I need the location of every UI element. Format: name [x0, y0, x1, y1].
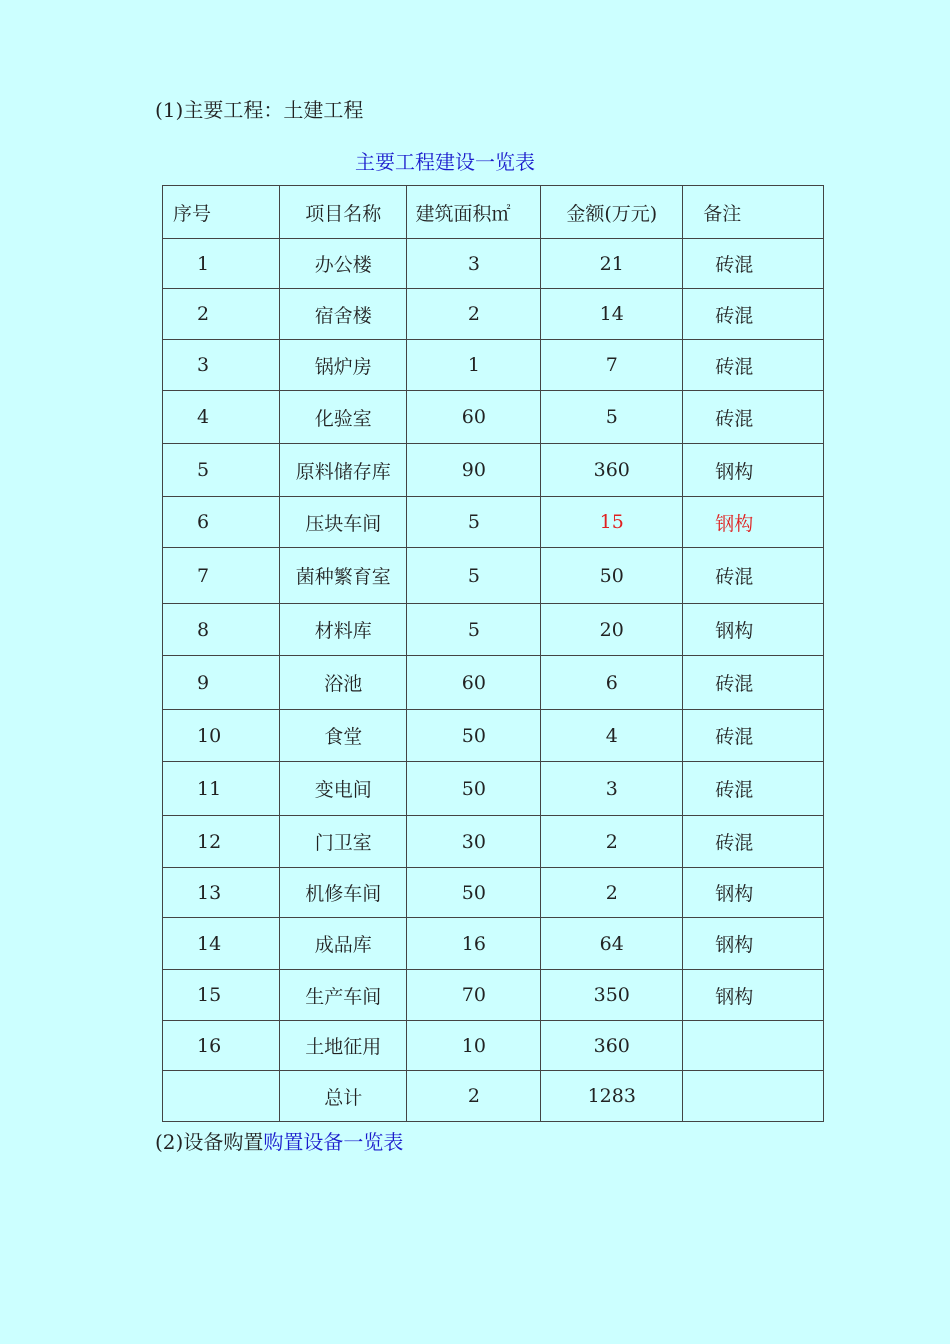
cell-area: 30 — [407, 816, 541, 868]
table-row — [163, 548, 824, 604]
table-row — [163, 868, 824, 918]
cell-name: 成品库 — [280, 918, 407, 970]
cell-remark: 砖混 — [683, 391, 824, 444]
cell-area: 50 — [407, 762, 541, 816]
table-total-row — [163, 1071, 824, 1122]
cell-amount: 15 — [541, 497, 683, 548]
cell-name: 门卫室 — [280, 816, 407, 868]
cell-index: 15 — [163, 970, 280, 1021]
table-row — [163, 762, 824, 816]
cell-name: 化验室 — [280, 391, 407, 444]
cell-area: 60 — [407, 391, 541, 444]
section-2-heading — [155, 1126, 403, 1155]
cell-area: 60 — [407, 656, 541, 710]
cell-remark: 钢构 — [683, 868, 824, 918]
table-row — [163, 239, 824, 289]
cell-name: 办公楼 — [280, 239, 407, 289]
total-amount: 1283 — [541, 1071, 683, 1122]
cell-remark: 钢构 — [683, 604, 824, 656]
cell-area: 50 — [407, 710, 541, 762]
table-row — [163, 497, 824, 548]
cell-name: 压块车间 — [280, 497, 407, 548]
cell-index: 7 — [163, 548, 280, 604]
cell-area: 1 — [407, 340, 541, 391]
cell-remark: 砖混 — [683, 762, 824, 816]
cell-remark: 钢构 — [683, 444, 824, 497]
cell-index: 6 — [163, 497, 280, 548]
table-row — [163, 918, 824, 970]
table-header-row — [163, 186, 824, 239]
cell-index: 2 — [163, 289, 280, 340]
cell-area: 90 — [407, 444, 541, 497]
cell-area: 5 — [407, 497, 541, 548]
cell-index: 4 — [163, 391, 280, 444]
table-row — [163, 604, 824, 656]
cell-area: 5 — [407, 604, 541, 656]
table-row — [163, 1021, 824, 1071]
cell-index: 16 — [163, 1021, 280, 1071]
cell-index — [163, 1071, 280, 1122]
header-cell-remark: 备注 — [683, 186, 824, 239]
cell-name: 机修车间 — [280, 868, 407, 918]
cell-amount: 21 — [541, 239, 683, 289]
cell-index: 5 — [163, 444, 280, 497]
cell-remark: 砖混 — [683, 548, 824, 604]
cell-name: 浴池 — [280, 656, 407, 710]
cell-remark — [683, 1071, 824, 1122]
table-row — [163, 970, 824, 1021]
cell-index: 12 — [163, 816, 280, 868]
table-row — [163, 391, 824, 444]
cell-index: 13 — [163, 868, 280, 918]
cell-area: 5 — [407, 548, 541, 604]
section-1-heading: (1)主要工程：土建工程 — [155, 98, 364, 122]
cell-name: 食堂 — [280, 710, 407, 762]
header-cell-area: 建筑面积㎡ — [407, 186, 541, 239]
cell-area: 3 — [407, 239, 541, 289]
header-cell-index: 序号 — [163, 186, 280, 239]
cell-name: 锅炉房 — [280, 340, 407, 391]
table-row — [163, 710, 824, 762]
table-title: 主要工程建设一览表 — [355, 150, 535, 174]
cell-index: 11 — [163, 762, 280, 816]
header-cell-name: 项目名称 — [280, 186, 407, 239]
cell-area: 70 — [407, 970, 541, 1021]
cell-remark: 砖混 — [683, 289, 824, 340]
cell-remark: 钢构 — [683, 970, 824, 1021]
cell-name: 宿舍楼 — [280, 289, 407, 340]
table-row — [163, 816, 824, 868]
cell-index: 14 — [163, 918, 280, 970]
cell-amount: 360 — [541, 444, 683, 497]
cell-area: 16 — [407, 918, 541, 970]
cell-index: 9 — [163, 656, 280, 710]
cell-remark: 砖混 — [683, 656, 824, 710]
cell-name: 生产车间 — [280, 970, 407, 1021]
cell-amount: 4 — [541, 710, 683, 762]
cell-area: 10 — [407, 1021, 541, 1071]
cell-remark: 钢构 — [683, 918, 824, 970]
equipment-list-link[interactable]: 购置设备一览表 — [263, 1130, 404, 1154]
cell-amount: 2 — [541, 868, 683, 918]
cell-index: 3 — [163, 340, 280, 391]
cell-amount: 20 — [541, 604, 683, 656]
table-row — [163, 289, 824, 340]
cell-name: 菌种繁育室 — [280, 548, 407, 604]
cell-name: 变电间 — [280, 762, 407, 816]
cell-amount: 64 — [541, 918, 683, 970]
cell-index: 1 — [163, 239, 280, 289]
cell-amount: 7 — [541, 340, 683, 391]
cell-amount: 6 — [541, 656, 683, 710]
cell-index: 10 — [163, 710, 280, 762]
cell-remark: 钢构 — [683, 497, 824, 548]
cell-remark: 砖混 — [683, 340, 824, 391]
cell-amount: 2 — [541, 816, 683, 868]
cell-name: 材料库 — [280, 604, 407, 656]
cell-amount: 50 — [541, 548, 683, 604]
section-2-label: (2)设备购置 — [155, 1130, 264, 1154]
cell-index: 8 — [163, 604, 280, 656]
cell-amount: 350 — [541, 970, 683, 1021]
cell-remark: 砖混 — [683, 816, 824, 868]
project-table — [162, 185, 824, 1122]
cell-amount: 3 — [541, 762, 683, 816]
header-cell-amount: 金额(万元) — [541, 186, 683, 239]
table-row — [163, 444, 824, 497]
cell-remark: 砖混 — [683, 710, 824, 762]
total-area: 2 — [407, 1071, 541, 1122]
total-label: 总计 — [280, 1071, 407, 1122]
table-row — [163, 340, 824, 391]
cell-amount: 5 — [541, 391, 683, 444]
cell-amount: 360 — [541, 1021, 683, 1071]
cell-amount: 14 — [541, 289, 683, 340]
table-row — [163, 656, 824, 710]
cell-remark: 砖混 — [683, 239, 824, 289]
cell-name: 土地征用 — [280, 1021, 407, 1071]
cell-name: 原料储存库 — [280, 444, 407, 497]
cell-area: 50 — [407, 868, 541, 918]
cell-remark — [683, 1021, 824, 1071]
cell-area: 2 — [407, 289, 541, 340]
